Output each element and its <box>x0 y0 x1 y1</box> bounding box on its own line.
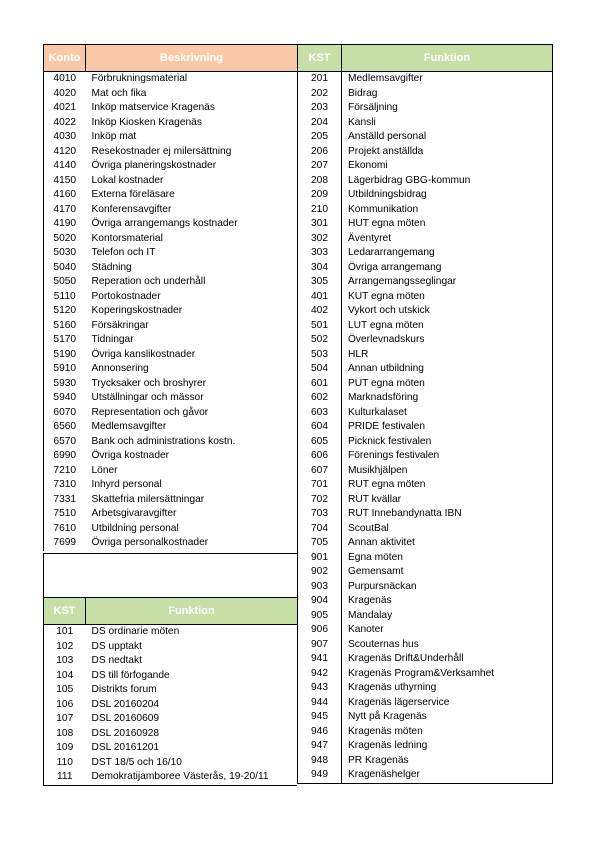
row-code: 704 <box>298 522 342 537</box>
row-code: 7210 <box>53 464 77 476</box>
row-code: 948 <box>298 754 342 769</box>
row-code: 7331 <box>53 493 77 505</box>
table-row <box>298 72 553 87</box>
row-description: Kragenäs möten <box>348 725 423 737</box>
table-row <box>44 348 298 363</box>
table-row <box>298 101 553 116</box>
row-code: 5040 <box>53 261 77 273</box>
row-code: 4190 <box>53 218 77 229</box>
table-row <box>44 246 298 261</box>
table-row <box>44 116 298 131</box>
row-code: 502 <box>298 333 342 348</box>
row-code: 105 <box>56 684 74 695</box>
row-description: Kragenäs uthyrning <box>348 682 437 693</box>
row-description: Koperingskostnader <box>91 305 183 316</box>
row-description: Kragenäs ledning <box>348 740 428 751</box>
kst-right-header-desc: Funktion <box>342 45 553 72</box>
row-description: Utställningar och mässor <box>91 392 204 403</box>
table-row <box>44 727 298 742</box>
table-row <box>298 435 553 450</box>
row-code: 5110 <box>53 290 76 302</box>
table-row <box>298 362 553 377</box>
row-description: Mat och fika <box>91 87 147 99</box>
table-row <box>44 101 298 116</box>
row-description: Kanoter <box>348 624 384 635</box>
row-description: DSL 20160928 <box>91 727 160 739</box>
row-code: 110 <box>56 756 73 768</box>
row-code: 701 <box>298 478 342 493</box>
row-description: Inköp mat <box>91 131 137 142</box>
row-code: 106 <box>56 698 74 710</box>
row-code: 5940 <box>53 392 77 403</box>
row-code: 944 <box>298 696 342 711</box>
row-description: Kommunikation <box>348 203 419 215</box>
table-row <box>44 261 298 276</box>
table-row <box>44 654 298 669</box>
row-code: 102 <box>56 640 74 652</box>
row-description: Egna möten <box>348 551 403 563</box>
row-code: 4140 <box>53 160 77 171</box>
row-code: 103 <box>56 655 74 666</box>
row-description: Kontorsmaterial <box>91 232 163 244</box>
table-row <box>298 710 553 725</box>
row-code: 504 <box>298 362 342 377</box>
row-code: 602 <box>298 391 342 406</box>
table-row <box>298 377 553 392</box>
row-code: 4030 <box>53 131 77 142</box>
row-code: 603 <box>298 406 342 421</box>
row-code: 6070 <box>53 406 77 418</box>
table-row <box>298 681 553 696</box>
row-code: 6560 <box>53 421 77 432</box>
table-row <box>298 551 553 566</box>
table-row <box>298 246 553 261</box>
table-row <box>44 435 298 450</box>
table-row <box>44 741 298 756</box>
table-row <box>44 698 298 713</box>
row-code: 5050 <box>53 276 77 287</box>
row-description: Medlemsavgifter <box>348 73 423 84</box>
table-row <box>298 507 553 522</box>
row-code: 304 <box>298 261 342 276</box>
table-row <box>298 580 553 595</box>
row-code: 4021 <box>53 102 77 113</box>
row-description: LUT egna möten <box>348 319 424 331</box>
row-description: Övriga arrangemangs kostnader <box>91 218 238 229</box>
table-row <box>44 478 298 493</box>
row-code: 4150 <box>53 174 77 186</box>
row-code: 303 <box>298 246 342 261</box>
row-code: 605 <box>298 435 342 450</box>
kst-left-table <box>43 597 297 786</box>
table-row <box>298 174 553 189</box>
table-row <box>298 565 553 580</box>
table-row <box>44 275 298 290</box>
row-code: 607 <box>298 464 342 479</box>
table-row <box>298 754 553 769</box>
table-row <box>44 130 298 145</box>
row-code: 4022 <box>53 116 77 128</box>
row-description: Reperation och underhåll <box>91 276 206 287</box>
row-code: 901 <box>298 551 342 566</box>
row-code: 109 <box>56 742 74 753</box>
row-description: Gemensamt <box>348 566 404 577</box>
row-description: Övriga kanslikostnader <box>91 348 196 360</box>
row-description: Lägerbidrag GBG-kommun <box>348 174 471 186</box>
table-row <box>44 683 298 698</box>
row-description: Distrikts forum <box>91 684 157 695</box>
table-row <box>298 696 553 711</box>
table-row <box>298 159 553 174</box>
row-description: Nytt på Kragenäs <box>348 711 427 722</box>
row-description: Arrangemangsseglingar <box>348 276 457 287</box>
row-code: 943 <box>298 681 342 696</box>
row-description: DST 18/5 och 16/10 <box>91 756 182 768</box>
row-code: 7510 <box>53 508 77 519</box>
table-row <box>298 130 553 145</box>
row-description: PUT egna möten <box>348 377 425 389</box>
row-code: 941 <box>298 652 342 667</box>
table-row <box>44 464 298 479</box>
row-description: Externa föreläsare <box>91 189 175 200</box>
row-description: Äventyret <box>348 232 392 244</box>
row-code: 209 <box>298 188 342 203</box>
table-row <box>298 464 553 479</box>
table-row <box>44 625 298 640</box>
table-row <box>298 493 553 508</box>
kst-right-header-row <box>298 45 553 72</box>
table-row <box>298 638 553 653</box>
row-code: 5930 <box>53 377 77 389</box>
table-row <box>44 290 298 305</box>
row-description: Inhyrd personal <box>91 479 162 490</box>
table-row <box>298 609 553 624</box>
table-row <box>44 232 298 247</box>
row-code: 6570 <box>53 435 77 447</box>
kst-right-table <box>297 44 553 784</box>
row-description: ScoutBal <box>348 522 389 534</box>
table-row <box>298 667 553 682</box>
row-code: 210 <box>298 203 342 218</box>
kst-left-header-code: KST <box>44 598 86 625</box>
table-row <box>44 756 298 771</box>
row-code: 705 <box>298 536 342 551</box>
row-description: Mandalay <box>348 609 393 621</box>
table-row <box>44 712 298 727</box>
table-row <box>44 669 298 684</box>
row-description: Överlevnadskurs <box>348 334 425 345</box>
konto-header-code: Konto <box>44 45 86 72</box>
row-code: 702 <box>298 493 342 508</box>
row-description: DSL 20160204 <box>91 698 160 710</box>
row-code: 208 <box>298 174 342 189</box>
row-code: 4020 <box>53 87 77 99</box>
row-description: Annonsering <box>91 363 149 374</box>
row-description: RUT Innebandynatta IBN <box>348 508 462 519</box>
row-description: RUT kvällar <box>348 493 402 505</box>
row-code: 5170 <box>53 334 77 345</box>
row-description: Resekostnader ej milersättning <box>91 145 232 157</box>
table-row <box>44 362 298 377</box>
row-code: 903 <box>298 580 342 595</box>
row-description: Ekonomi <box>348 160 388 171</box>
row-code: 108 <box>56 727 74 739</box>
row-description: Kragenäs Drift&Underhåll <box>348 653 464 664</box>
table-row <box>44 536 298 551</box>
row-code: 206 <box>298 145 342 160</box>
row-description: Musikhjälpen <box>348 464 408 476</box>
row-description: Representation och gåvor <box>91 406 209 418</box>
table-row <box>44 522 298 537</box>
row-description: DS upptakt <box>91 640 142 652</box>
table-row <box>298 536 553 551</box>
table-row <box>298 420 553 435</box>
row-code: 5910 <box>53 363 77 374</box>
row-description: HLR <box>348 348 369 360</box>
row-description: Annan aktivitet <box>348 537 415 548</box>
row-code: 4160 <box>53 189 77 200</box>
row-description: Kragenäshelger <box>348 769 420 780</box>
row-description: Inköp Kiosken Kragenäs <box>91 116 202 128</box>
row-description: Övriga arrangemang <box>348 261 442 273</box>
row-description: Förbrukningsmaterial <box>91 73 188 84</box>
kst-left-header-desc: Funktion <box>86 598 298 625</box>
row-description: Trycksaker och broshyrer <box>91 377 207 389</box>
row-description: DSL 20160609 <box>91 713 160 724</box>
table-row <box>298 290 553 305</box>
row-description: Bank och administrations kostn. <box>91 435 236 447</box>
table-row <box>44 72 298 87</box>
row-description: Marknadsföring <box>348 392 419 403</box>
table-row <box>44 770 298 785</box>
table-row <box>44 174 298 189</box>
row-description: Picknick festivalen <box>348 435 432 447</box>
table-row <box>44 217 298 232</box>
row-description: DS ordinarie möten <box>91 626 180 637</box>
row-description: Övriga kostnader <box>91 450 170 461</box>
row-code: 7610 <box>53 522 77 534</box>
row-code: 906 <box>298 623 342 638</box>
table-row <box>44 640 298 655</box>
row-description: Kragenäs lägerservice <box>348 696 450 708</box>
table-row <box>44 507 298 522</box>
table-row <box>44 304 298 319</box>
row-description: PRIDE festivalen <box>348 421 426 432</box>
row-code: 703 <box>298 507 342 522</box>
table-row <box>44 203 298 218</box>
row-code: 402 <box>298 304 342 319</box>
table-row <box>298 232 553 247</box>
row-code: 604 <box>298 420 342 435</box>
table-row <box>298 449 553 464</box>
row-description: Kansli <box>348 116 376 128</box>
row-code: 301 <box>298 217 342 232</box>
table-row <box>298 275 553 290</box>
row-code: 101 <box>56 626 74 637</box>
table-row <box>298 87 553 102</box>
row-description: PR Kragenäs <box>348 754 409 766</box>
kst-left-header-row <box>44 598 298 625</box>
row-code: 5160 <box>53 319 77 331</box>
row-description: Försäkringar <box>91 319 149 331</box>
row-code: 4010 <box>53 73 77 84</box>
row-description: Demokratijamboree Västerås, 19-20/11 <box>91 771 269 782</box>
empty-box <box>43 553 297 597</box>
row-description: DSL 20161201 <box>91 742 160 753</box>
konto-header-desc: Beskrivning <box>86 45 298 72</box>
table-row <box>298 594 553 609</box>
row-description: Konferensavgifter <box>91 203 172 215</box>
row-code: 5190 <box>53 348 77 360</box>
row-description: Annan utbildning <box>348 363 424 374</box>
table-row <box>298 768 553 783</box>
row-description: Purpursnäckan <box>348 580 417 592</box>
row-code: 205 <box>298 130 342 145</box>
konto-header-row <box>44 45 298 72</box>
row-description: Telefon och IT <box>91 247 156 258</box>
table-row <box>298 304 553 319</box>
table-row <box>44 159 298 174</box>
table-row <box>298 145 553 160</box>
row-description: Tidningar <box>91 334 134 345</box>
row-code: 203 <box>298 101 342 116</box>
row-description: Förenings festivalen <box>348 450 440 461</box>
row-description: Ledararrangemang <box>348 247 435 258</box>
table-row <box>298 623 553 638</box>
kst-right-header-code: KST <box>298 45 342 72</box>
table-row <box>44 145 298 160</box>
row-description: Övriga personalkostnader <box>91 537 209 548</box>
row-description: Bidrag <box>348 87 378 99</box>
row-code: 204 <box>298 116 342 131</box>
table-row <box>44 333 298 348</box>
row-description: Utbildningsbidrag <box>348 189 427 200</box>
table-row <box>298 261 553 276</box>
row-description: RUT egna möten <box>348 479 426 490</box>
row-description: Städning <box>91 261 132 273</box>
row-code: 6990 <box>53 450 77 461</box>
row-code: 601 <box>298 377 342 392</box>
row-description: Anställd personal <box>348 131 427 142</box>
row-description: Övriga planeringskostnader <box>91 160 217 171</box>
table-row <box>298 652 553 667</box>
row-description: Inköp matservice Kragenäs <box>91 102 215 113</box>
row-code: 907 <box>298 638 342 653</box>
table-row <box>298 217 553 232</box>
row-description: DS nedtakt <box>91 655 142 666</box>
row-code: 5030 <box>53 247 77 258</box>
table-row <box>298 522 553 537</box>
row-description: Löner <box>91 464 118 476</box>
row-description: Kulturkalaset <box>348 406 407 418</box>
table-row <box>44 87 298 102</box>
row-code: 5020 <box>53 232 77 244</box>
row-description: Arbetsgivaravgifter <box>91 508 177 519</box>
table-row <box>298 348 553 363</box>
row-code: 111 <box>57 771 73 782</box>
table-row <box>44 391 298 406</box>
row-code: 5120 <box>53 305 77 316</box>
table-row <box>44 493 298 508</box>
row-code: 946 <box>298 725 342 740</box>
row-code: 7310 <box>53 479 77 490</box>
table-row <box>298 319 553 334</box>
row-code: 942 <box>298 667 342 682</box>
konto-table <box>43 44 297 551</box>
row-description: Utbildning personal <box>91 522 179 534</box>
row-description: Kragenäs <box>348 595 392 606</box>
row-code: 201 <box>298 72 342 87</box>
row-description: Skattefria milersättningar <box>91 493 205 505</box>
row-description: Försäljning <box>348 102 398 113</box>
table-row <box>298 739 553 754</box>
row-description: Kragenäs Program&Verksamhet <box>348 667 495 679</box>
row-description: Medlemsavgifter <box>91 421 167 432</box>
row-code: 905 <box>298 609 342 624</box>
row-description: Projekt anställda <box>348 145 424 157</box>
row-code: 305 <box>298 275 342 290</box>
table-row <box>298 406 553 421</box>
table-row <box>298 478 553 493</box>
row-code: 945 <box>298 710 342 725</box>
row-code: 104 <box>56 669 74 681</box>
row-code: 107 <box>56 713 74 724</box>
row-code: 302 <box>298 232 342 247</box>
row-code: 202 <box>298 87 342 102</box>
row-code: 4170 <box>53 203 77 215</box>
row-description: Portokostnader <box>91 290 161 302</box>
row-description: Scouternas hus <box>348 638 419 650</box>
row-code: 401 <box>298 290 342 305</box>
row-code: 4120 <box>53 145 77 157</box>
row-code: 207 <box>298 159 342 174</box>
row-code: 947 <box>298 739 342 754</box>
row-description: DS till förfogande <box>91 669 170 681</box>
row-description: Vykort och utskick <box>348 305 430 316</box>
table-row <box>298 333 553 348</box>
row-description: Lokal kostnader <box>91 174 164 186</box>
table-row <box>44 406 298 421</box>
row-code: 902 <box>298 565 342 580</box>
table-row <box>298 116 553 131</box>
row-description: KUT egna möten <box>348 290 425 302</box>
table-row <box>298 391 553 406</box>
table-row <box>298 203 553 218</box>
row-code: 503 <box>298 348 342 363</box>
row-code: 904 <box>298 594 342 609</box>
table-row <box>44 449 298 464</box>
table-row <box>44 377 298 392</box>
table-row <box>44 319 298 334</box>
row-code: 501 <box>298 319 342 334</box>
row-code: 949 <box>298 768 342 783</box>
table-row <box>44 420 298 435</box>
row-code: 606 <box>298 449 342 464</box>
table-row <box>298 725 553 740</box>
table-row <box>44 188 298 203</box>
table-row <box>298 188 553 203</box>
row-code: 7699 <box>53 537 77 548</box>
row-description: HUT egna möten <box>348 218 426 229</box>
